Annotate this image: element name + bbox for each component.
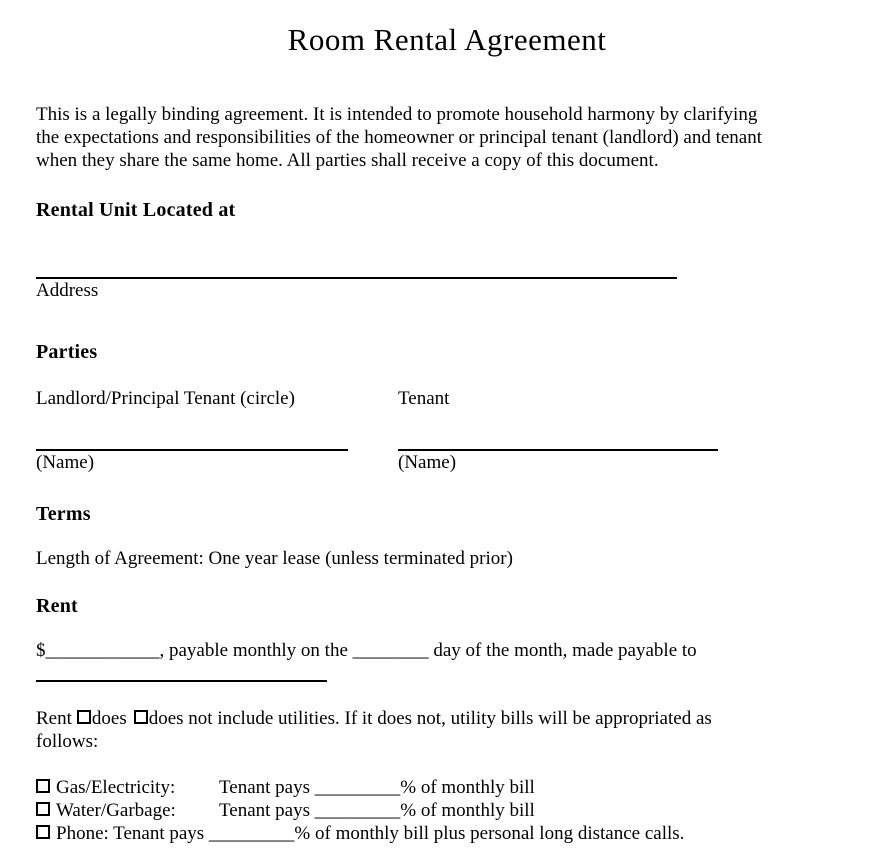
utilities-text-rest: does not include utilities. If it does not, utility bills will be appropriated as [148, 708, 712, 729]
name-label-right: (Name) [398, 452, 457, 473]
tenant-label: Tenant [398, 388, 450, 409]
utilities-sentence [36, 707, 858, 730]
agreement-length-text: Length of Agreement: One year lease (unless terminated prior) [36, 548, 513, 569]
utility-text-phone: Phone: Tenant pays _________% of monthly bill plus personal long distance calls. [56, 823, 685, 844]
intro-line: This is a legally binding agreement. It is intended to promote household harmony by clarifying [36, 104, 758, 125]
checkbox-gas-electricity[interactable] [36, 779, 50, 793]
utility-text-water: Tenant pays _________% of monthly bill [219, 800, 535, 821]
utility-label-gas: Gas/Electricity: [56, 777, 176, 798]
utility-text-gas: Tenant pays _________% of monthly bill [219, 777, 535, 798]
utility-rows [36, 776, 858, 845]
name-label-left: (Name) [36, 452, 95, 473]
name-labels-row [36, 451, 858, 474]
section-heading-rental-unit: Rental Unit Located at [36, 199, 236, 221]
section-heading-parties: Parties [36, 341, 98, 363]
utility-row-phone [36, 822, 858, 845]
section-heading-terms: Terms [36, 503, 91, 525]
checkbox-does-not[interactable] [134, 710, 148, 724]
payee-blank-line[interactable] [36, 680, 327, 682]
utility-label-water: Water/Garbage: [56, 800, 176, 821]
intro-paragraph [36, 103, 858, 172]
page-title: Room Rental Agreement [287, 22, 607, 57]
utilities-text-rent: Rent [36, 708, 72, 729]
rent-amount-line: $____________, payable monthly on the ________ day of the month, made payable to [36, 640, 697, 661]
checkbox-water-garbage[interactable] [36, 802, 50, 816]
utility-row-water [36, 799, 858, 822]
checkbox-does[interactable] [77, 710, 91, 724]
utilities-paragraph [36, 707, 858, 753]
utilities-text-does: does [91, 708, 127, 729]
intro-line: when they share the same home. All parties shall receive a copy of this document. [36, 150, 659, 171]
party-labels-row [36, 387, 858, 410]
section-heading-rent: Rent [36, 595, 78, 617]
landlord-label: Landlord/Principal Tenant (circle) [36, 388, 295, 409]
utilities-sentence-cont: follows: [36, 731, 99, 752]
address-label: Address [36, 280, 99, 301]
checkbox-phone[interactable] [36, 825, 50, 839]
utility-row-gas [36, 776, 858, 799]
intro-line: the expectations and responsibilities of the homeowner or principal tenant (landlord) and tenant [36, 127, 762, 148]
